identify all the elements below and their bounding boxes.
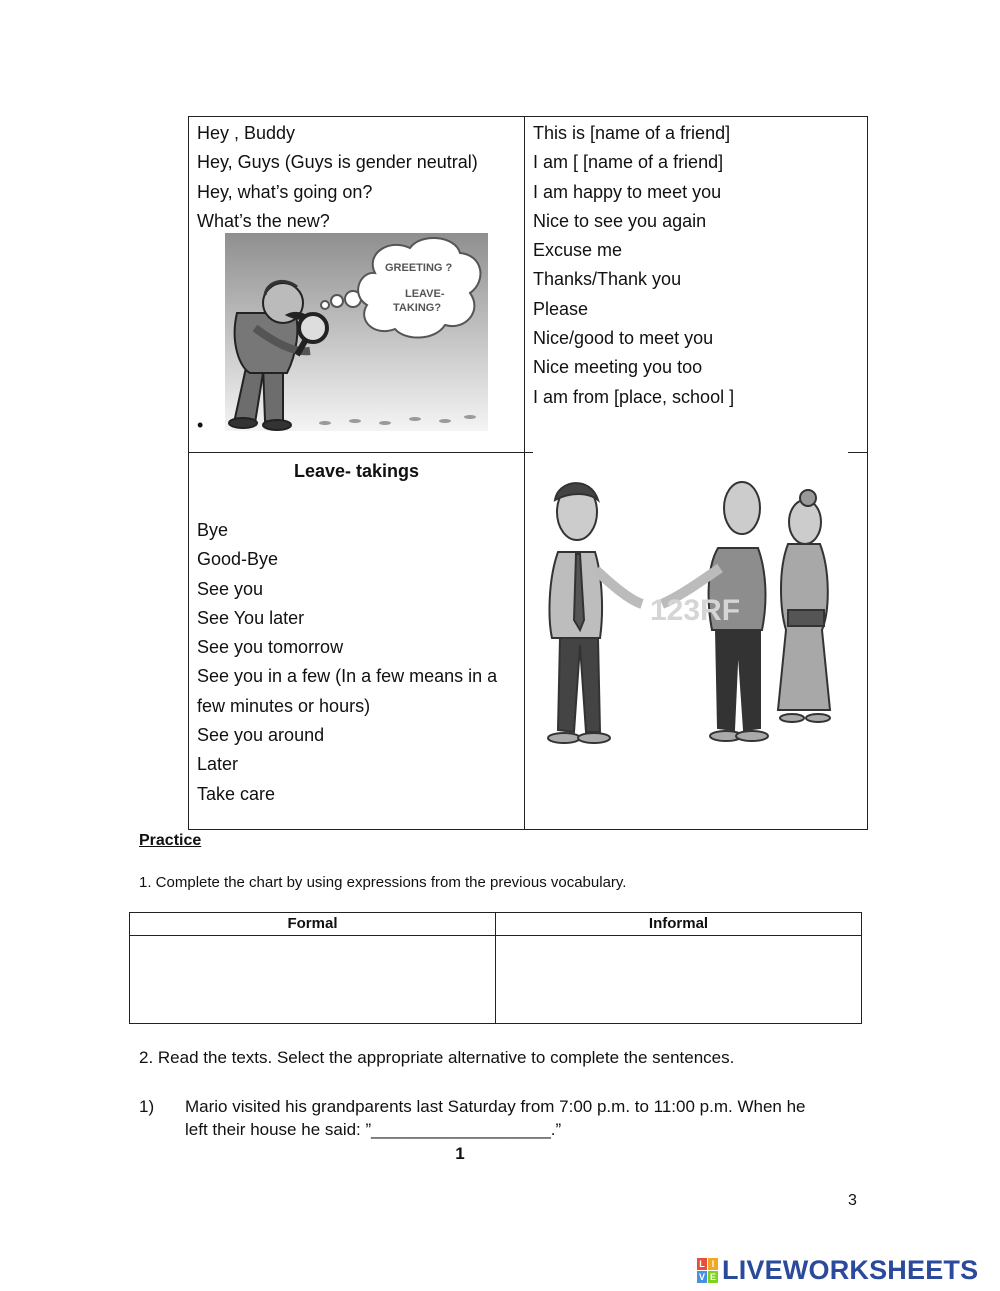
chart-header-informal: Informal <box>648 915 709 932</box>
list-item: What’s the new? <box>197 210 330 231</box>
list-item: Later <box>197 754 239 775</box>
informal-greetings-list <box>197 119 478 236</box>
thought-text-3: TAKING? <box>393 302 442 314</box>
list-item: I am from [place, school ] <box>533 386 735 407</box>
list-item: I am [ [name of a friend] <box>533 152 724 173</box>
thought-text-1: GREETING ? <box>385 262 453 274</box>
list-item: Please <box>533 298 589 319</box>
list-item: Excuse me <box>533 240 623 261</box>
vocab-table-top-border <box>188 116 868 117</box>
list-item: This is [name of a friend] <box>533 123 731 143</box>
bullet-point: • <box>197 415 204 435</box>
logo-text: LIVEWORKSHEETS <box>722 1254 979 1285</box>
vocab-table-middle-divider <box>524 116 525 830</box>
list-item: See You later <box>197 607 305 628</box>
instruction-2: 2. Read the texts. Select the appropriate alternative to complete the sentences. <box>139 1048 735 1067</box>
list-item: Hey, Guys (Guys is gender neutral) <box>197 152 478 173</box>
list-item: See you tomorrow <box>197 637 344 658</box>
chart-right-border <box>861 912 862 1024</box>
item-number: 1) <box>139 1097 155 1116</box>
practice-heading: Practice <box>139 832 202 849</box>
vocab-table-right-border <box>867 116 868 830</box>
leave-takings-list <box>197 516 497 809</box>
list-item: Nice to see you again <box>533 210 707 231</box>
item-text-line-1: Mario visited his grandparents last Saturday from 7:00 p.m. to 11:00 p.m. When he <box>185 1097 806 1116</box>
liveworksheets-logo <box>697 1254 978 1286</box>
item-text-line-2: left their house he said: ”___________________.” <box>185 1120 562 1139</box>
page-number: 3 <box>848 1192 857 1209</box>
handshake-image <box>530 470 860 755</box>
answer-box[interactable]: 1 <box>455 1144 465 1163</box>
logo-badge-i: I <box>708 1258 718 1270</box>
cartoon-image <box>225 233 488 431</box>
handshake-illustration <box>530 470 860 755</box>
list-item: See you around <box>197 725 325 746</box>
list-item: Hey, what’s going on? <box>197 181 373 202</box>
list-item: Take care <box>197 783 276 804</box>
list-item: Nice meeting you too <box>533 357 703 378</box>
list-item: Hey , Buddy <box>197 123 296 143</box>
formal-greetings-list <box>533 119 734 412</box>
list-item: Nice/good to meet you <box>533 328 714 349</box>
chart-header-formal: Formal <box>287 915 338 932</box>
formal-answer-cell[interactable] <box>131 937 494 1022</box>
watermark-text: 123RF <box>650 594 741 627</box>
list-item: Good-Bye <box>197 549 279 570</box>
list-item: See you <box>197 578 264 599</box>
informal-answer-cell[interactable] <box>497 937 860 1022</box>
list-item: Thanks/Thank you <box>533 269 682 290</box>
thought-text-2: LEAVE- <box>405 288 445 300</box>
vocab-table-row-divider-right <box>848 452 868 453</box>
logo-badge <box>697 1258 718 1283</box>
list-item: See you in a few (In a few means in a <box>197 666 498 687</box>
list-item: Bye <box>197 520 229 540</box>
vocab-table-bottom-border <box>188 829 868 830</box>
logo-badge-l: L <box>697 1258 707 1270</box>
logo-badge-e: E <box>709 1271 716 1282</box>
logo-badge-v: V <box>698 1271 705 1282</box>
leave-takings-heading: Leave- takings <box>293 461 420 481</box>
list-item: I am happy to meet you <box>533 181 722 202</box>
instruction-1: 1. Complete the chart by using expressions from the previous vocabulary. <box>139 874 627 891</box>
vocab-table-row-divider-left <box>188 452 533 453</box>
list-item: few minutes or hours) <box>197 695 371 716</box>
detective-illustration <box>225 233 488 431</box>
